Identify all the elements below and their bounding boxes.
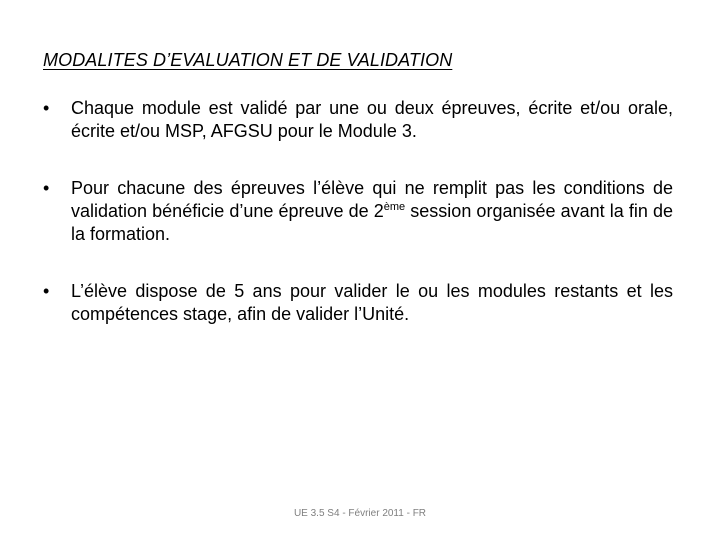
bullet-dot-icon: • (43, 281, 50, 301)
bullet-text: Chaque module est validé par une ou deux épreuves, écrite et/ou orale, écrite et/ou MSP, AFGSU pour le Module 3. (71, 98, 673, 141)
bullet-list (43, 97, 673, 360)
ordinal-superscript: ème (383, 201, 406, 213)
bullet-text-main: Pour chacune des épreuves l’élève qui ne remplit pas les conditions de validation bénéficie d’une épreuve de 2 (71, 178, 673, 221)
slide-title: MODALITES D’EVALUATION ET DE VALIDATION (43, 50, 453, 70)
bullet-item-3 (43, 280, 673, 326)
bullet-item-2 (43, 177, 673, 246)
bullet-text (71, 177, 673, 246)
bullet-dot-icon: • (43, 178, 50, 198)
slide-footer: UE 3.5 S4 - Février 2011 - FR (293, 508, 427, 519)
bullet-text-continuation: session organisée avant la fin de la formation. (71, 201, 674, 244)
bullet-item-1 (43, 97, 673, 143)
bullet-text: L’élève dispose de 5 ans pour valider le ou les modules restants et les compétences stage, afin de valider l’Unité. (71, 281, 673, 324)
bullet-dot-icon: • (43, 98, 50, 118)
